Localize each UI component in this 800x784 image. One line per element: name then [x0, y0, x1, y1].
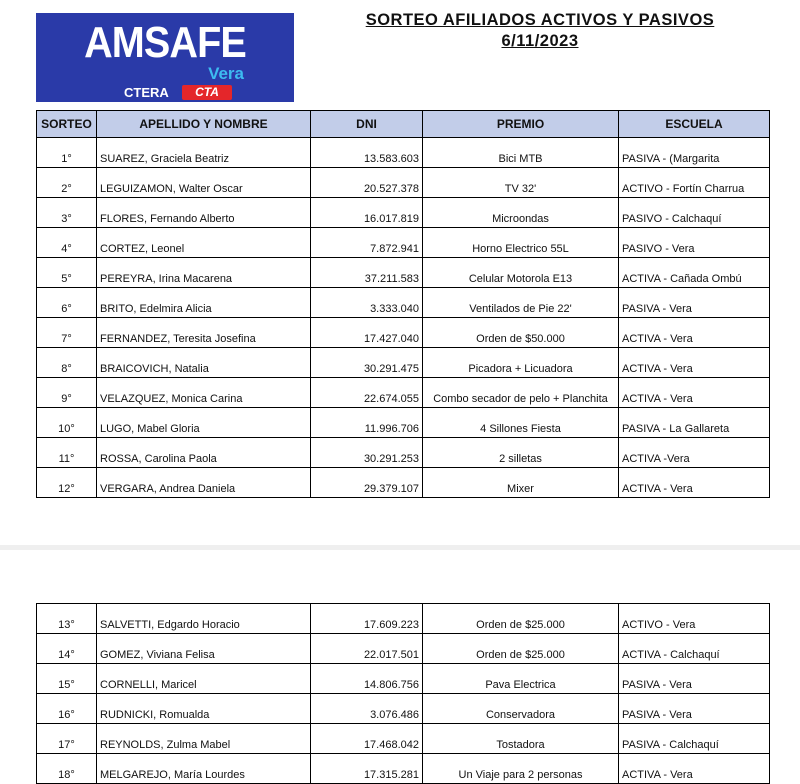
cell-premio: Mixer [423, 468, 619, 498]
table-header-row [37, 111, 770, 138]
cell-escuela: PASIVA - Vera [619, 288, 770, 318]
cell-escuela: ACTIVA - Vera [619, 318, 770, 348]
table-row [37, 258, 770, 288]
page-break [0, 545, 800, 550]
cell-premio: Horno Electrico 55L [423, 228, 619, 258]
logo-ctera-text: CTERA [124, 85, 169, 100]
cell-escuela: PASIVA - (Margarita [619, 138, 770, 168]
table-row [37, 168, 770, 198]
cell-escuela: PASIVA - Vera [619, 664, 770, 694]
cell-dni: 30.291.253 [311, 438, 423, 468]
header-premio: PREMIO [423, 111, 619, 138]
cell-nombre: BRAICOVICH, Natalia [97, 348, 311, 378]
logo-cta-badge: CTA [182, 85, 232, 100]
cell-nombre: FLORES, Fernando Alberto [97, 198, 311, 228]
cell-nombre: CORNELLI, Maricel [97, 664, 311, 694]
cell-dni: 17.468.042 [311, 724, 423, 754]
cell-sorteo: 7° [37, 318, 97, 348]
cell-premio: 4 Sillones Fiesta [423, 408, 619, 438]
cell-premio: Bici MTB [423, 138, 619, 168]
header-escuela: ESCUELA [619, 111, 770, 138]
cell-escuela: ACTIVA -Vera [619, 438, 770, 468]
cell-premio: Orden de $25.000 [423, 634, 619, 664]
cell-premio: Orden de $25.000 [423, 604, 619, 634]
cell-dni: 29.379.107 [311, 468, 423, 498]
table-row [37, 318, 770, 348]
cell-nombre: FERNANDEZ, Teresita Josefina [97, 318, 311, 348]
cell-dni: 7.872.941 [311, 228, 423, 258]
cell-nombre: SUAREZ, Graciela Beatriz [97, 138, 311, 168]
cell-escuela: ACTIVO - Fortín Charrua [619, 168, 770, 198]
cell-dni: 17.609.223 [311, 604, 423, 634]
cell-escuela: ACTIVA - Vera [619, 348, 770, 378]
cell-dni: 22.017.501 [311, 634, 423, 664]
cell-nombre: BRITO, Edelmira Alicia [97, 288, 311, 318]
cell-sorteo: 4° [37, 228, 97, 258]
cell-premio: Pava Electrica [423, 664, 619, 694]
table-row [37, 754, 770, 784]
cell-escuela: ACTIVA - Cañada Ombú [619, 258, 770, 288]
cell-premio: TV 32' [423, 168, 619, 198]
cell-sorteo: 16° [37, 694, 97, 724]
cell-nombre: ROSSA, Carolina Paola [97, 438, 311, 468]
table-row [37, 408, 770, 438]
cell-escuela: ACTIVA - Vera [619, 468, 770, 498]
table-row [37, 138, 770, 168]
cell-dni: 13.583.603 [311, 138, 423, 168]
cell-nombre: REYNOLDS, Zulma Mabel [97, 724, 311, 754]
cell-nombre: MELGAREJO, María Lourdes [97, 754, 311, 784]
amsafe-logo [36, 13, 294, 102]
cell-sorteo: 3° [37, 198, 97, 228]
cell-dni: 3.333.040 [311, 288, 423, 318]
cell-dni: 16.017.819 [311, 198, 423, 228]
cell-dni: 20.527.378 [311, 168, 423, 198]
cell-escuela: PASIVA - La Gallareta [619, 408, 770, 438]
page-date: 6/11/2023 [501, 32, 579, 50]
cell-dni: 22.674.055 [311, 378, 423, 408]
cell-dni: 14.806.756 [311, 664, 423, 694]
table-row [37, 468, 770, 498]
logo-sub-text: Vera [208, 64, 244, 83]
cell-sorteo: 8° [37, 348, 97, 378]
cell-sorteo: 17° [37, 724, 97, 754]
cell-premio: Ventilados de Pie 22' [423, 288, 619, 318]
table-row [37, 438, 770, 468]
cell-dni: 17.315.281 [311, 754, 423, 784]
table-row [37, 604, 770, 634]
logo-main-text: AMSAFE [84, 18, 246, 67]
cell-nombre: RUDNICKI, Romualda [97, 694, 311, 724]
cell-premio: Tostadora [423, 724, 619, 754]
table-row [37, 378, 770, 408]
header-nombre: APELLIDO Y NOMBRE [97, 111, 311, 138]
cell-sorteo: 1° [37, 138, 97, 168]
results-table-part2 [36, 603, 770, 784]
cell-escuela: ACTIVO - Vera [619, 604, 770, 634]
cell-sorteo: 10° [37, 408, 97, 438]
cell-sorteo: 13° [37, 604, 97, 634]
table-body-part1 [37, 138, 770, 498]
cell-dni: 3.076.486 [311, 694, 423, 724]
header-dni: DNI [311, 111, 423, 138]
cell-sorteo: 5° [37, 258, 97, 288]
table-row [37, 228, 770, 258]
cell-sorteo: 18° [37, 754, 97, 784]
cell-dni: 30.291.475 [311, 348, 423, 378]
cell-escuela: PASIVA - Calchaquí [619, 724, 770, 754]
cell-sorteo: 2° [37, 168, 97, 198]
cell-escuela: PASIVO - Calchaquí [619, 198, 770, 228]
cell-nombre: LUGO, Mabel Gloria [97, 408, 311, 438]
cell-sorteo: 15° [37, 664, 97, 694]
header-sorteo: SORTEO [37, 111, 97, 138]
table-row [37, 288, 770, 318]
cell-premio: Conservadora [423, 694, 619, 724]
cell-premio: 2 silletas [423, 438, 619, 468]
cell-nombre: LEGUIZAMON, Walter Oscar [97, 168, 311, 198]
cell-premio: Combo secador de pelo + Planchita [423, 378, 619, 408]
table-row [37, 348, 770, 378]
table-row [37, 664, 770, 694]
cell-sorteo: 12° [37, 468, 97, 498]
cell-sorteo: 6° [37, 288, 97, 318]
cell-nombre: CORTEZ, Leonel [97, 228, 311, 258]
table-row [37, 634, 770, 664]
cell-escuela: ACTIVA - Vera [619, 754, 770, 784]
cell-dni: 17.427.040 [311, 318, 423, 348]
cell-escuela: PASIVA - Vera [619, 694, 770, 724]
cell-nombre: GOMEZ, Viviana Felisa [97, 634, 311, 664]
cell-premio: Microondas [423, 198, 619, 228]
cell-premio: Picadora + Licuadora [423, 348, 619, 378]
results-table-part1 [36, 110, 770, 498]
cell-sorteo: 11° [37, 438, 97, 468]
cell-escuela: PASIVO - Vera [619, 228, 770, 258]
table-row [37, 198, 770, 228]
table-body-part2 [37, 604, 770, 784]
cell-dni: 11.996.706 [311, 408, 423, 438]
cell-dni: 37.211.583 [311, 258, 423, 288]
cell-escuela: ACTIVA - Calchaquí [619, 634, 770, 664]
table-row [37, 724, 770, 754]
cell-sorteo: 9° [37, 378, 97, 408]
page-title: SORTEO AFILIADOS ACTIVOS Y PASIVOS [365, 11, 715, 29]
cell-nombre: VERGARA, Andrea Daniela [97, 468, 311, 498]
cell-premio: Orden de $50.000 [423, 318, 619, 348]
cell-nombre: PEREYRA, Irina Macarena [97, 258, 311, 288]
cell-sorteo: 14° [37, 634, 97, 664]
cell-nombre: SALVETTI, Edgardo Horacio [97, 604, 311, 634]
cell-premio: Celular Motorola E13 [423, 258, 619, 288]
table-row [37, 694, 770, 724]
cell-escuela: ACTIVA - Vera [619, 378, 770, 408]
cell-premio: Un Viaje para 2 personas [423, 754, 619, 784]
cell-nombre: VELAZQUEZ, Monica Carina [97, 378, 311, 408]
